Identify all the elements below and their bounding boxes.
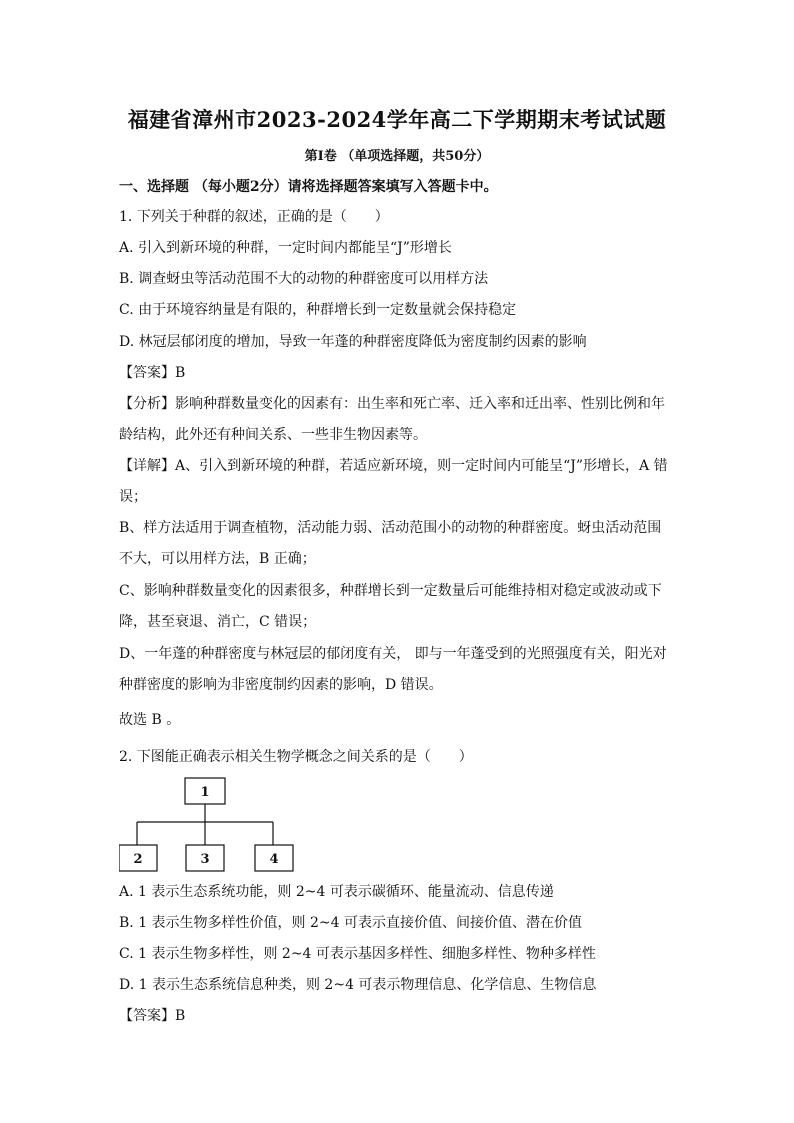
q1-detail-line-4: 不大，可以用样方法，B 正确；: [119, 551, 316, 567]
q2-option-d: D. 1 表示生态系统信息种类，则 2~4 可表示物理信息、化学信息、生物信息: [119, 977, 597, 993]
q1-stem: 1. 下列关于种群的叙述，正确的是（ ）: [119, 209, 389, 225]
q1-detail-line-6: 降，甚至衰退、消亡，C 错误；: [119, 614, 317, 630]
q1-detail-line-1: 【详解】A、引入到新环境的种群，若适应新环境，则一定时间内可能呈“J”形增长，A 错: [119, 458, 668, 474]
q2-option-b: B. 1 表示生物多样性价值，则 2~4 可表示直接价值、间接价值、潜在价值: [119, 915, 582, 931]
q2-option-a: A. 1 表示生态系统功能，则 2~4 可表示碳循环、能量流动、信息传递: [119, 884, 554, 900]
q2-option-c: C. 1 表示生物多样性，则 2~4 可表示基因多样性、细胞多样性、物种多样性: [119, 946, 596, 962]
q2-answer: 【答案】B: [119, 1008, 186, 1024]
q1-detail-line-7: D、一年蓬的种群密度与林冠层的郁闭度有关， 即与一年蓬受到的光照强度有关，阳光对: [119, 646, 667, 662]
q1-detail-line-3: B、样方法适用于调查植物，活动能力弱、活动范围小的动物的种群密度。蚜虫活动范围: [119, 520, 662, 536]
q1-analysis-line-2: 龄结构，此外还有种间关系、一些非生物因素等。: [119, 427, 427, 443]
section-heading: 一、选择题 （每小题2分）请将选择题答案填写入答题卡中。: [119, 179, 498, 195]
diagram-label-1: 1: [200, 785, 210, 800]
page-title: 福建省漳州市2023-2024学年高二下学期期末考试试题: [127, 107, 667, 132]
diagram-label-2: 2: [133, 852, 143, 867]
q2-stem: 2. 下图能正确表示相关生物学概念之间关系的是（ ）: [119, 749, 473, 765]
q1-detail-line-5: C、影响种群数量变化的因素很多，种群增长到一定数量后可能维持相对稳定或波动或下: [119, 583, 662, 599]
page-subtitle: 第Ⅰ卷 （单项选择题，共50分）: [304, 149, 490, 164]
q1-analysis-line-1: 【分析】影响种群数量变化的因素有：出生率和死亡率、迁入率和迁出率、性别比例和年: [119, 396, 665, 412]
q1-detail-line-2: 误；: [119, 489, 147, 505]
q1-option-b: B. 调查蚜虫等活动范围不大的动物的种群密度可以用样方法: [119, 271, 489, 287]
q1-option-d: D. 林冠层郁闭度的增加，导致一年蓬的种群密度降低为密度制约因素的影响: [119, 334, 587, 350]
q1-option-c: C. 由于环境容纳量是有限的，种群增长到一定数量就会保持稳定: [119, 302, 517, 318]
q1-option-a: A. 引入到新环境的种群，一定时间内都能呈“J”形增长: [119, 240, 452, 256]
q1-detail-line-8: 种群密度的影响为非密度制约因素的影响，D 错误。: [119, 677, 443, 693]
q1-answer: 【答案】B: [119, 365, 186, 381]
q1-conclusion: 故选 B 。: [119, 712, 181, 728]
diagram-label-4: 4: [269, 852, 279, 867]
concept-hierarchy-diagram: [119, 776, 319, 876]
diagram-label-3: 3: [200, 852, 210, 867]
